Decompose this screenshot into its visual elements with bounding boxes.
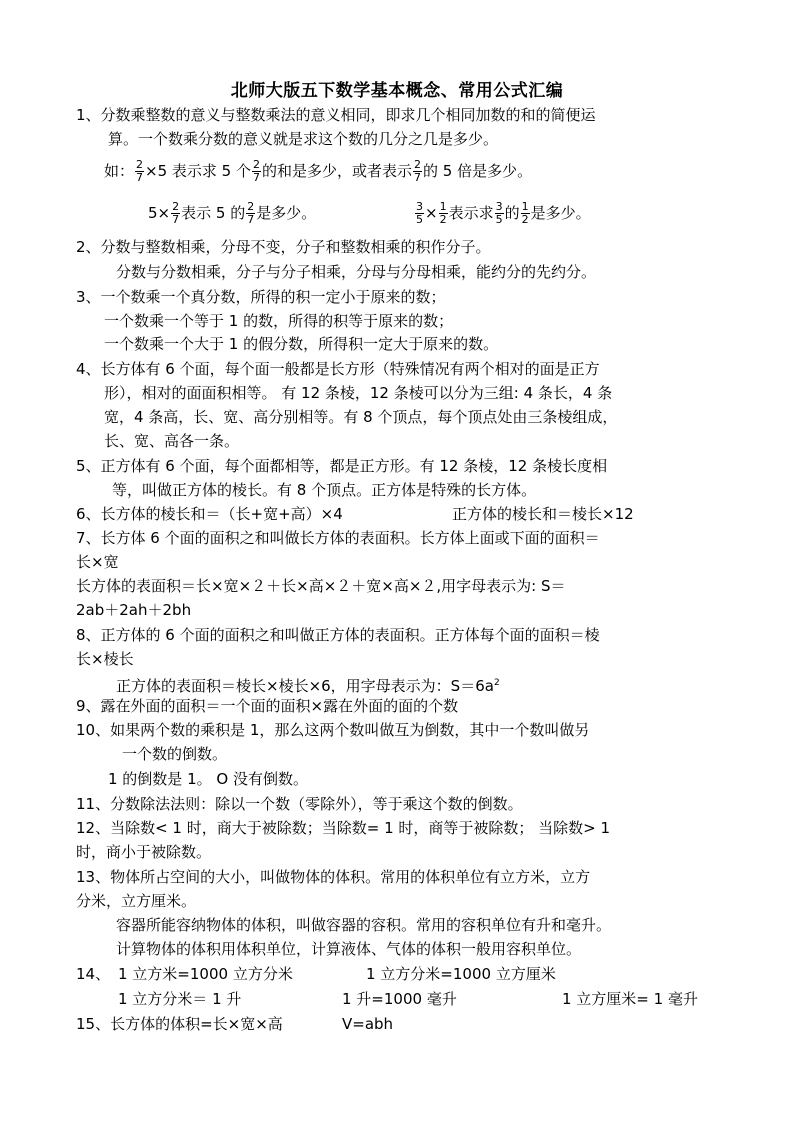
item-1-line-2: 算。一个数乘分数的意义就是求这个数的几分之几是多少。: [108, 130, 499, 148]
item-7-line-4: 2ab＋2ah＋2bh: [76, 601, 192, 619]
item-2-line-2: 分数与分数相乘，分子与分子相乘，分母与分母相乘，能约分的先约分。: [116, 263, 597, 281]
item-4-line-3: 宽，4 条高，长、宽、高分别相等。有 8 个顶点，每个顶点处由三条棱组成，: [104, 408, 618, 426]
fraction: $\frac{2}{7}$: [414, 158, 421, 184]
example-text: ×: [425, 204, 438, 222]
item-9: 9、露在外面的面积＝一个面的面积×露在外面的面的个数: [76, 697, 459, 715]
item-14-conversion-3: 1 立方分米＝ 1 升: [118, 990, 242, 1008]
item-3-line-1: 3、一个数乘一个真分数，所得的积一定小于原来的数；: [76, 288, 446, 306]
example-text: 表示求: [448, 204, 494, 222]
fraction: $\frac{1}{2}$: [521, 200, 529, 226]
item-14-conversion-4: 1 升=1000 毫升: [342, 990, 457, 1008]
item-3-line-3: 一个数乘一个大于 1 的假分数，所得积一定大于原来的数。: [104, 335, 499, 353]
item-10-line-2: 一个数的倒数。: [122, 745, 228, 763]
item-13-line-3: 容器所能容纳物体的体积，叫做容器的容积。常用的容积单位有升和毫升。: [116, 916, 612, 934]
item-8-line-1: 8、正方体的 6 个面的面积之和叫做正方体的表面积。正方体每个面的面积＝棱: [76, 626, 600, 644]
fraction: $\frac{2}{7}$: [172, 200, 180, 226]
item-11: 11、分数除法法则：除以一个数（零除外），等于乘这个数的倒数。: [76, 795, 523, 813]
example-text: 表示 5 的: [181, 204, 246, 222]
example-text: 如：: [104, 162, 135, 180]
item-13-line-2: 分米，立方厘米。: [76, 892, 197, 910]
item-2-line-1: 2、分数与整数相乘，分母不变，分子和整数相乘的积作分子。: [76, 238, 491, 256]
fraction: $\frac{2}{7}$: [247, 200, 255, 226]
item-4-line-4: 长、宽、高各一条。: [104, 432, 240, 450]
item-14-conversion-2: 1 立方分米=1000 立方厘米: [366, 965, 556, 983]
item-15-letter-formula: V=abh: [342, 1015, 394, 1033]
item-12-line-2: 时，商小于被除数。: [76, 843, 212, 861]
item-13-line-4: 计算物体的体积用体积单位，计算液体、气体的体积一般用容积单位。: [116, 940, 582, 958]
fraction: $\frac{2}{7}$: [136, 158, 144, 184]
item-4-line-1: 4、长方体有 6 个面，每个面一般都是长方形（特殊情况有两个相对的面是正方: [76, 360, 600, 378]
item-8-line-2: 长×棱长: [76, 650, 134, 668]
item-1-line-1: 1、分数乘整数的意义与整数乘法的意义相同，即求几个相同加数的和的简便运: [76, 106, 596, 124]
item-6-line-2: 正方体的棱长和＝棱长×12: [452, 505, 634, 523]
example-text: ×5 表示求 5 个: [145, 162, 251, 180]
item-10-line-1: 10、如果两个数的乘积是 1，那么这两个数叫做互为倒数，其中一个数叫做另: [76, 721, 590, 739]
exponent: 2: [493, 678, 500, 688]
item-3-line-2: 一个数乘一个等于 1 的数，所得的积等于原来的数；: [104, 312, 454, 330]
item-7-line-3: 长方体的表面积＝长×宽×２＋长×高×２＋宽×高×２,用字母表示为: S＝: [76, 577, 566, 595]
example-line-2: [148, 198, 316, 228]
example-line-3: [414, 198, 591, 228]
example-text: 5×: [148, 204, 171, 222]
fraction: $\frac{2}{7}$: [252, 158, 260, 184]
item-5-line-1: 5、正方体有 6 个面，每个面都相等，都是正方形。有 12 条棱，12 条棱长度相: [76, 457, 608, 475]
page-title: 北师大版五下数学基本概念、常用公式汇编: [230, 81, 564, 101]
example-text: 的和是多少，或者表示: [261, 162, 412, 180]
item-8-line-3: 正方体的表面积＝棱长×棱长×6，用字母表示为：$S=6a^2$: [116, 677, 500, 695]
fraction: $\frac{3}{5}$: [416, 200, 423, 226]
example-line-1: [104, 156, 532, 186]
fraction: $\frac{1}{2}$: [439, 200, 447, 226]
item-5-line-2: 等，叫做正方体的棱长。有 8 个顶点。正方体是特殊的长方体。: [112, 481, 537, 499]
item-14-label: 14、: [76, 965, 111, 983]
item-7-line-1: 7、长方体 6 个面的面积之和叫做长方体的表面积。长方体上面或下面的面积＝: [76, 529, 600, 547]
item-13-line-1: 13、物体所占空间的大小，叫做物体的体积。常用的体积单位有立方米，立方: [76, 868, 591, 886]
example-text: 是多少。: [530, 204, 591, 222]
item-4-line-2: 形），相对的面面积相等。 有 12 条棱，12 条棱可以分为三组: 4 条长，4 条: [104, 384, 613, 402]
example-text: 的 5 倍是多少。: [423, 162, 533, 180]
item-10-line-3: 1 的倒数是 1。 O 没有倒数。: [108, 770, 308, 788]
fraction: $\frac{3}{5}$: [495, 200, 503, 226]
example-text: 的: [504, 204, 520, 222]
item-6-line-1: 6、长方体的棱长和＝（长+宽+高）×4: [76, 505, 343, 523]
item-14-conversion-1: 1 立方米=1000 立方分米: [118, 965, 293, 983]
example-text: 是多少。: [256, 204, 317, 222]
item-7-line-2: 长×宽: [76, 553, 119, 571]
item-14-conversion-5: 1 立方厘米= 1 毫升: [562, 990, 698, 1008]
item-15-formula: 15、长方体的体积=长×宽×高: [76, 1015, 283, 1033]
item-12-line-1: 12、当除数< 1 时，商大于被除数；当除数= 1 时，商等于被除数； 当除数> 1: [76, 819, 611, 837]
